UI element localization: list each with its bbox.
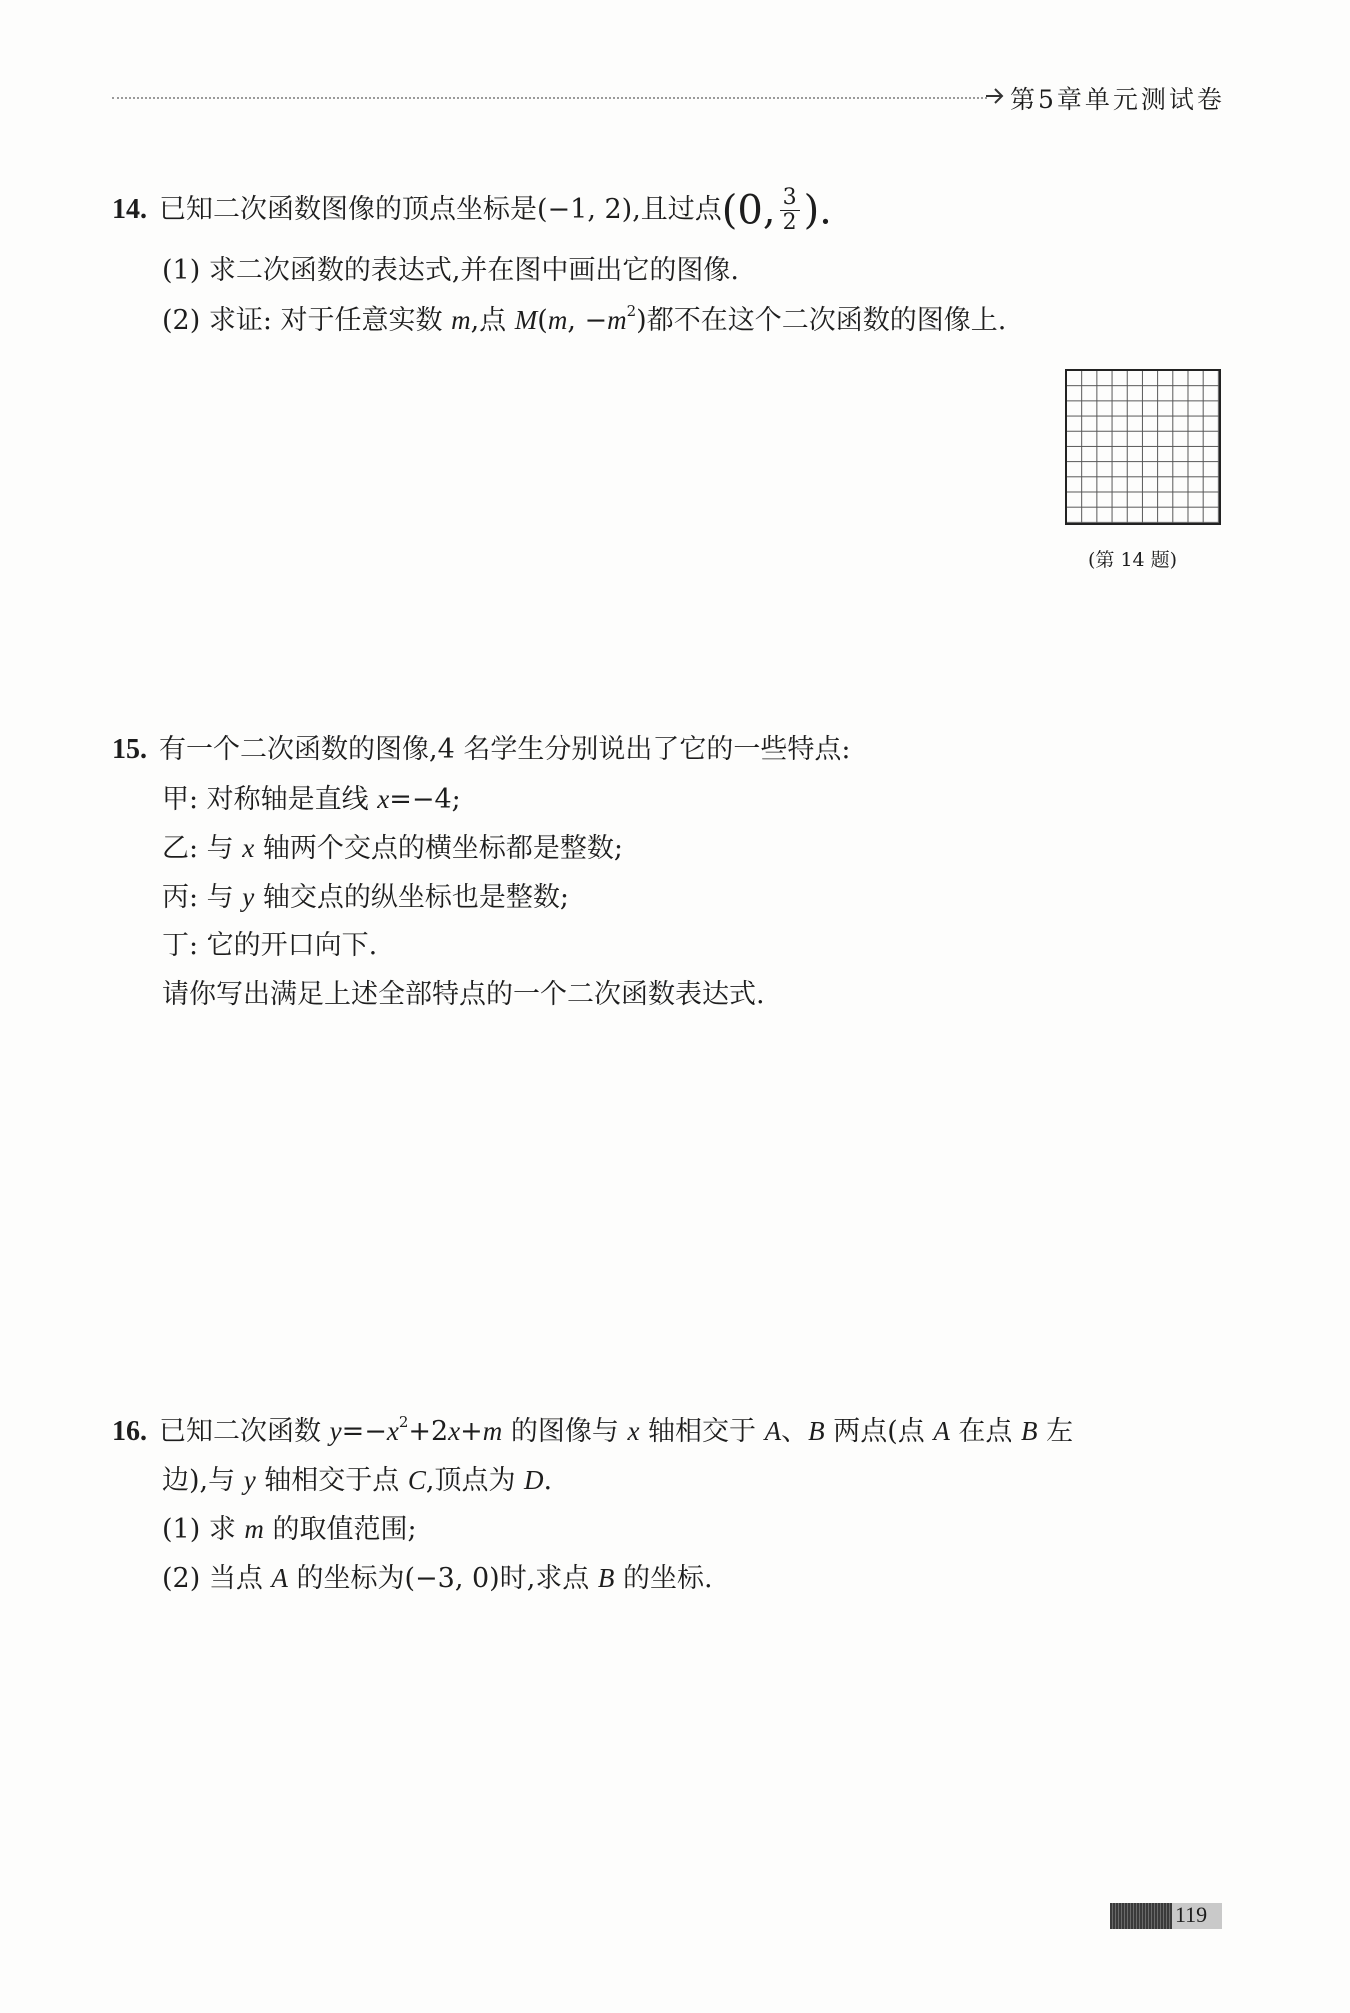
- q15-instruction: 请你写出满足上述全部特点的一个二次函数表达式.: [162, 979, 765, 1010]
- q15-line-yi: 乙: 与 x 轴两个交点的横坐标都是整数;: [162, 833, 623, 864]
- page-number-bar: [1110, 1903, 1172, 1929]
- q15-stem: 15. 有一个二次函数的图像,4 名学生分别说出了它的一些特点:: [112, 734, 851, 765]
- q14-caption: (第 14 题): [1088, 549, 1178, 571]
- q15-line-bing: 丙: 与 y 轴交点的纵坐标也是整数;: [162, 882, 569, 913]
- q14-number: 14.: [112, 194, 147, 225]
- q16-stem-line2: 边),与 y 轴相交于点 C,顶点为 D.: [162, 1465, 553, 1496]
- q16-stem-line1: 16. 已知二次函数 $y=-x^2+2x+m$ 的图像与 x 轴相交于 A、B 两点(点 A 在点 B 左: [112, 1413, 1074, 1447]
- q14-part2: (2) 求证: 对于任意实数 m,点 M(m, $-m^2$)都不在这个二次函数的图像上.: [162, 302, 1007, 336]
- q16-number: 16.: [112, 1416, 147, 1447]
- fraction-three-halves: $\frac{3}{2}$: [780, 186, 800, 235]
- header-rule: [112, 97, 987, 99]
- q14-grid-figure: [1065, 369, 1221, 525]
- q15-line-jia: 甲: 对称轴是直线 x=−4;: [162, 784, 461, 815]
- q16-part1: (1) 求 m 的取值范围;: [162, 1514, 417, 1545]
- arrow-right-icon: [984, 84, 1006, 108]
- q15-number: 15.: [112, 734, 147, 765]
- q15-line-ding: 丁: 它的开口向下.: [162, 930, 378, 961]
- chapter-title: 第5章单元测试卷: [1010, 85, 1225, 114]
- q14-stem: 14. 已知二次函数图像的顶点坐标是(−1, 2),且过点(0, $\frac{3}{2}$ ).: [112, 185, 832, 235]
- page-number: 119: [1175, 1902, 1208, 1927]
- q16-part2: (2) 当点 A 的坐标为(−3, 0)时,求点 B 的坐标.: [162, 1563, 713, 1594]
- q14-part1: (1) 求二次函数的表达式,并在图中画出它的图像.: [162, 255, 739, 286]
